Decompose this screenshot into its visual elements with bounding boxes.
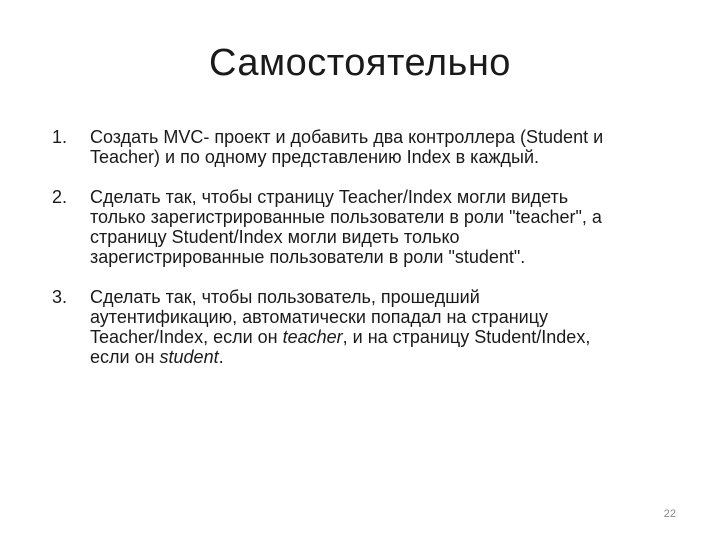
- task-line-suffix: .: [218, 347, 224, 367]
- task-item-2: [52, 187, 682, 267]
- task-text: [90, 287, 682, 367]
- task-line: зарегистрированные пользователи в роли "student".: [90, 247, 526, 267]
- task-item-1: [52, 127, 682, 167]
- task-line: Сделать так, чтобы страницу Teacher/Index могли видеть: [90, 187, 569, 207]
- task-line: страницу Student/Index могли видеть только: [90, 227, 460, 247]
- task-list: [52, 127, 682, 367]
- task-line-prefix: если он: [90, 347, 160, 367]
- task-number: 2.: [52, 187, 68, 207]
- task-line: аутентификацию, автоматически попадал на страницу: [90, 307, 549, 327]
- task-line: Сделать так, чтобы пользователь, прошедший: [90, 287, 480, 307]
- task-text: [90, 187, 682, 267]
- task-line-suffix: , и на страницу Student/Index,: [342, 327, 591, 347]
- task-item-3: [52, 287, 682, 367]
- task-line: Создать MVC- проект и добавить два контроллера (Student и: [90, 127, 604, 147]
- task-number: 1.: [52, 127, 68, 147]
- task-number: 3.: [52, 287, 68, 307]
- page-number: 22: [663, 508, 676, 520]
- role-teacher: teacher: [282, 327, 343, 347]
- task-text: [90, 127, 682, 167]
- task-line: [90, 347, 224, 367]
- task-line: только зарегистрированные пользователи в роли "teacher", а: [90, 207, 602, 227]
- task-line-prefix: Teacher/Index, если он: [90, 327, 283, 347]
- task-line: Teacher) и по одному представлению Index в каждый.: [90, 147, 539, 167]
- slide-title: Самостоятельно: [209, 42, 511, 84]
- role-student: student: [159, 347, 219, 367]
- task-line: [90, 327, 590, 347]
